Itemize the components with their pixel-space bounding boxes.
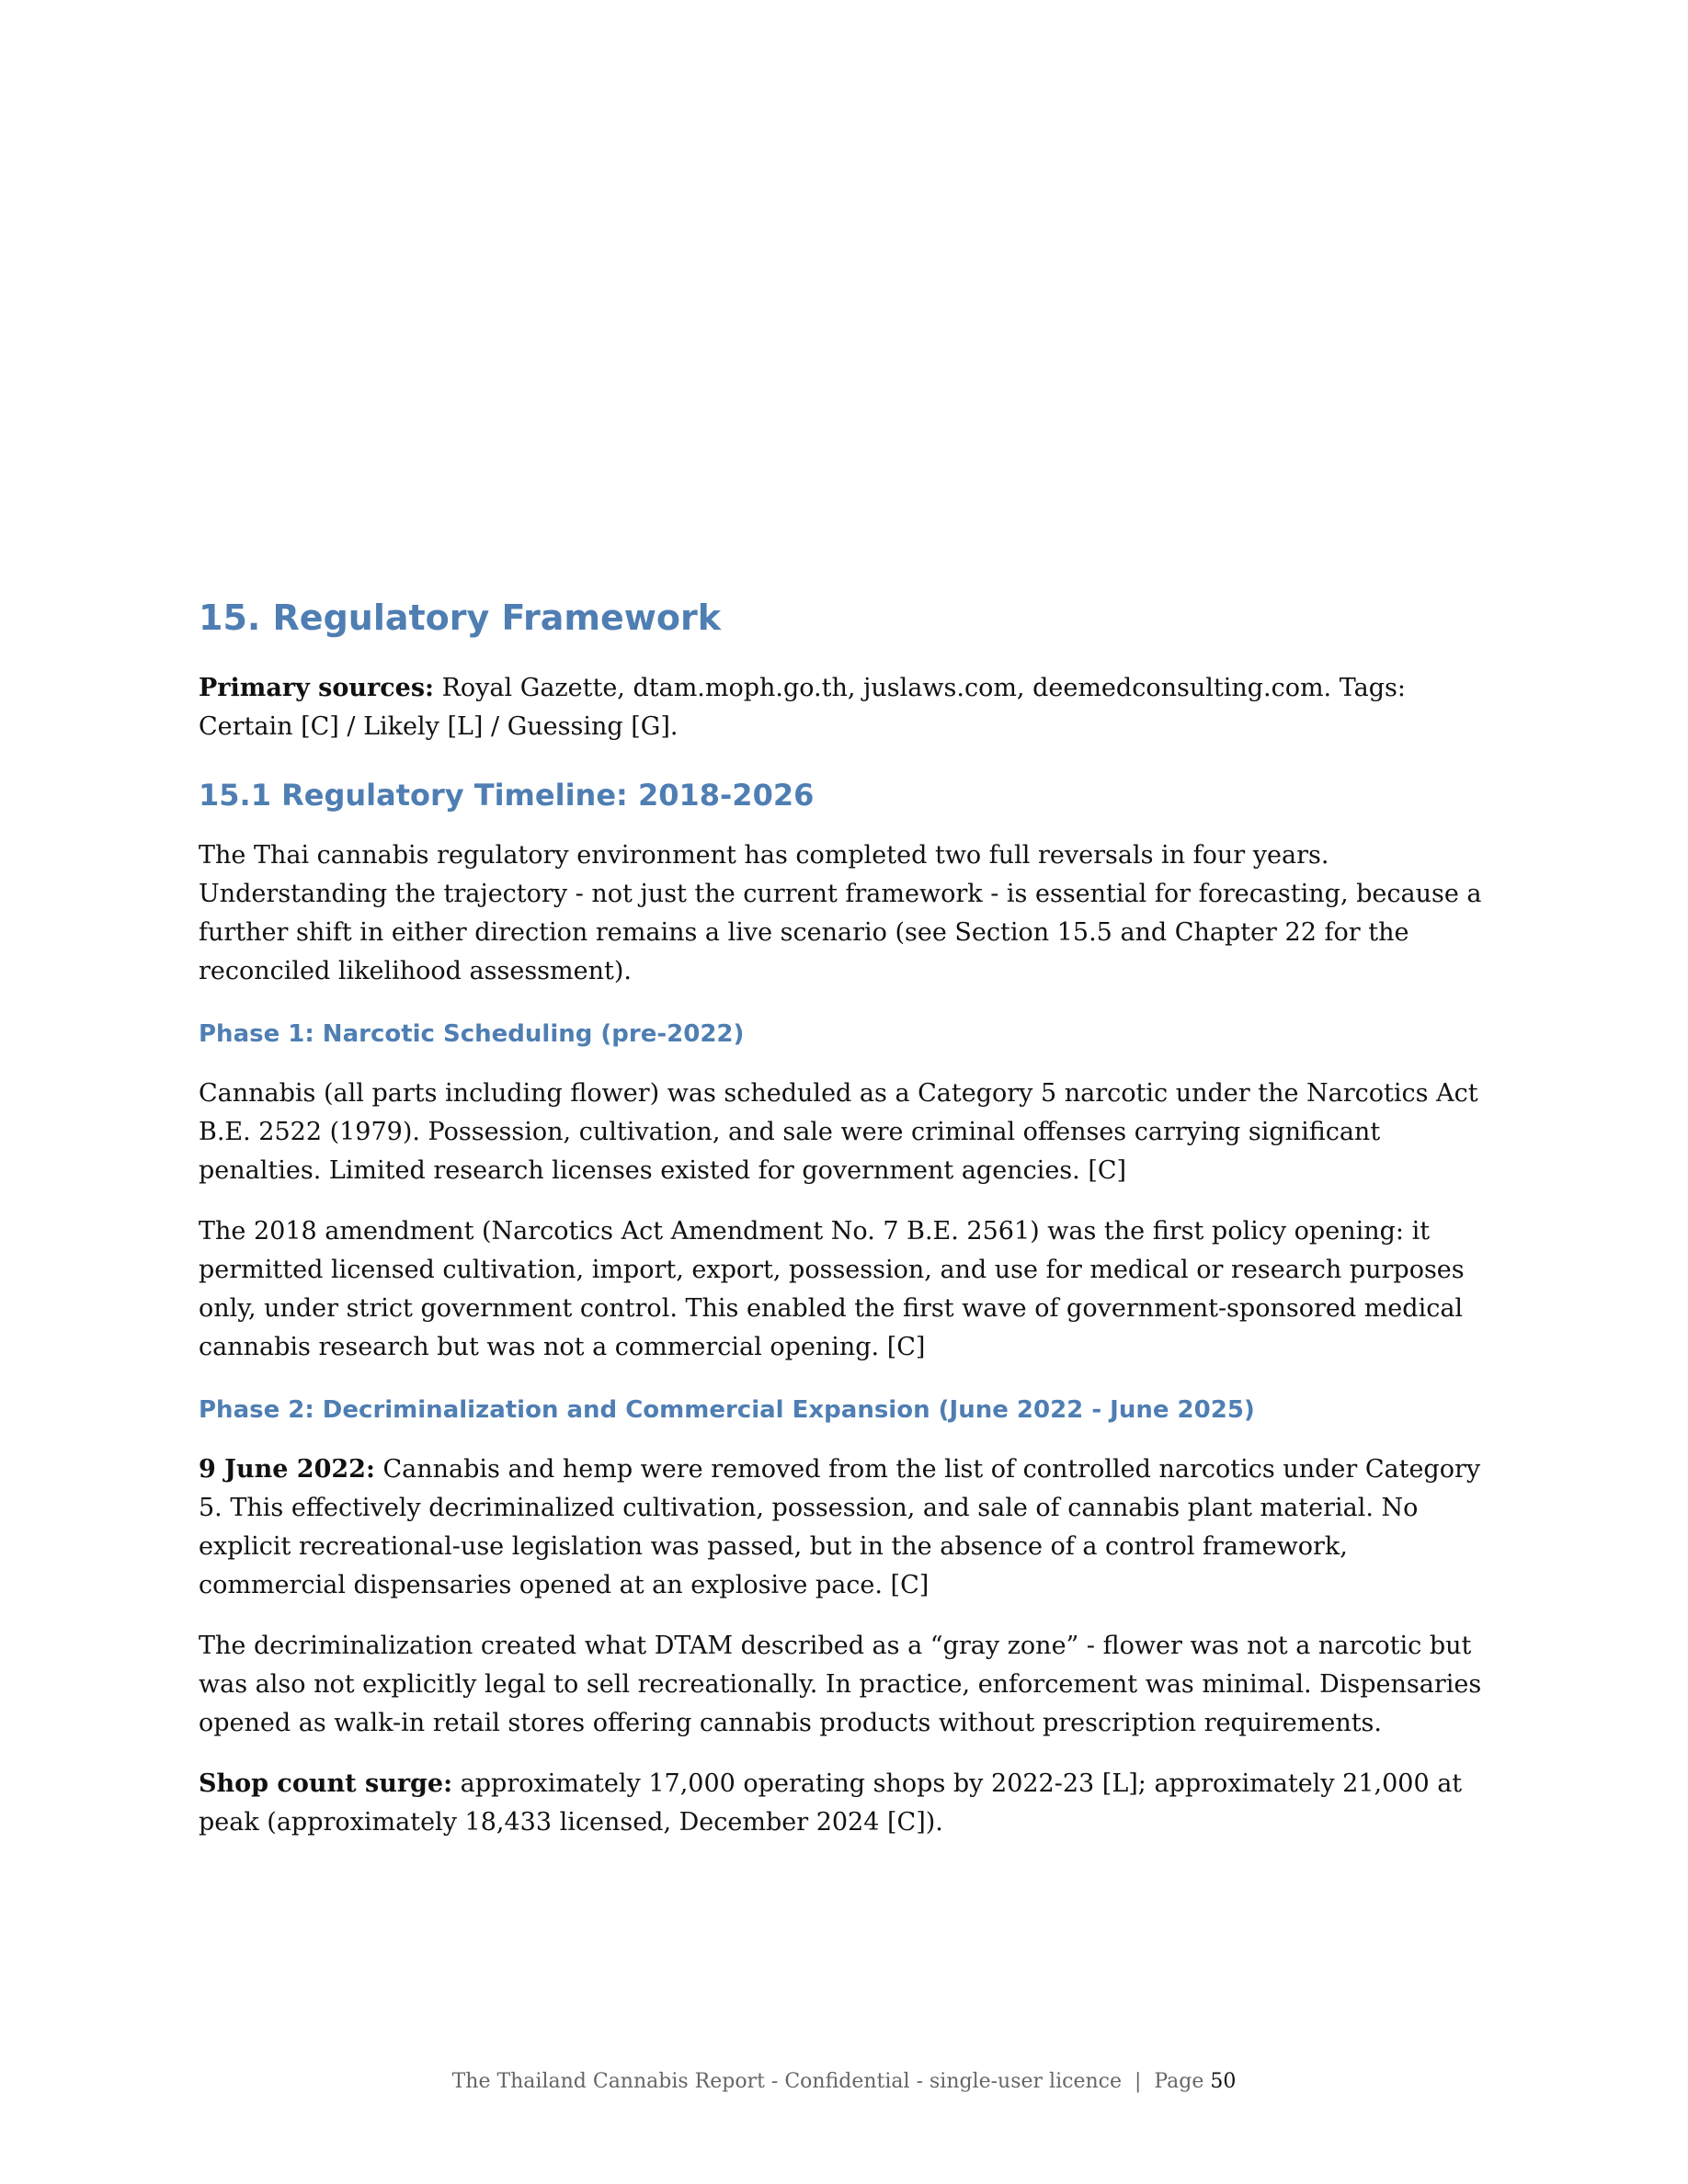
phase2-date-text: Cannabis and hemp were removed from the list of controlled narcotics under Category 5. This effectively decriminalized cultivation, possession, and sale of cannabis plant material. No explicit recreational-use legislation was passed, but in the absence of a control framework, commercial dispensaries opened at an explosive pace. [C] [199,1455,1481,1600]
primary-sources-text: Royal Gazette, dtam.moph.go.th, juslaws.com, deemedconsulting.com. Tags: Certain [C] / Likely [L] / Guessing [G]. [199,673,1406,741]
phase2-date-label: 9 June 2022: [199,1455,375,1484]
shop-count-label: Shop count surge: [199,1769,453,1799]
subsection-title: 15.1 Regulatory Timeline: 2018-2026 [199,777,815,813]
primary-sources-paragraph [199,669,1486,746]
page-content [199,597,1486,1864]
shop-count-text: approximately 17,000 operating shops by 2022-23 [L]; approximately 21,000 at peak (approximately 18,433 licensed, December 2024 [C]). [199,1769,1463,1837]
phase1-paragraph-1: Cannabis (all parts including flower) was scheduled as a Category 5 narcotic under the Narcotics Act B.E. 2522 (1979). Possession, cultivation, and sale were criminal offenses carrying significant penalties. Limited research licenses existed for government agencies. [C] [199,1079,1478,1186]
intro-paragraph: The Thai cannabis regulatory environment has completed two full reversals in four years. Understanding the trajectory - not just the current framework - is essential for forecasting, because a further shift in either direction remains a live scenario (see Section 15.5 and Chapter 22 for the reconciled likelihood assessment). [199,840,1482,985]
footer-text: The Thailand Cannabis Report - Confidential - single-user licence | Page [451,2070,1211,2093]
phase2-paragraph-2: The decriminalization created what DTAM described as a “gray zone” - flower was not a narcotic but was also not explicitly legal to sell recreationally. In practice, enforcement was minimal. Dispensaries opened as walk-in retail stores offering cannabis products without prescription requirements. [199,1632,1482,1738]
section-title: 15. Regulatory Framework [199,597,722,638]
phase1-paragraph-2: The 2018 amendment (Narcotics Act Amendment No. 7 B.E. 2561) was the first policy opening: it permitted licensed cultivation, import, export, possession, and use for medical or research purposes only, under strict government control. This enabled the first wave of government-sponsored medical cannabis research but was not a commercial opening. [C] [199,1217,1465,1362]
primary-sources-label: Primary sources: [199,673,435,702]
page-number: 50 [1210,2070,1237,2093]
phase1-heading: Phase 1: Narcotic Scheduling (pre-2022) [199,1019,745,1048]
page-footer [0,2070,1688,2093]
phase2-paragraph-3 [199,1765,1486,1842]
phase2-heading: Phase 2: Decriminalization and Commercial Expansion (June 2022 - June 2025) [199,1396,1255,1425]
phase2-paragraph-1 [199,1450,1486,1605]
